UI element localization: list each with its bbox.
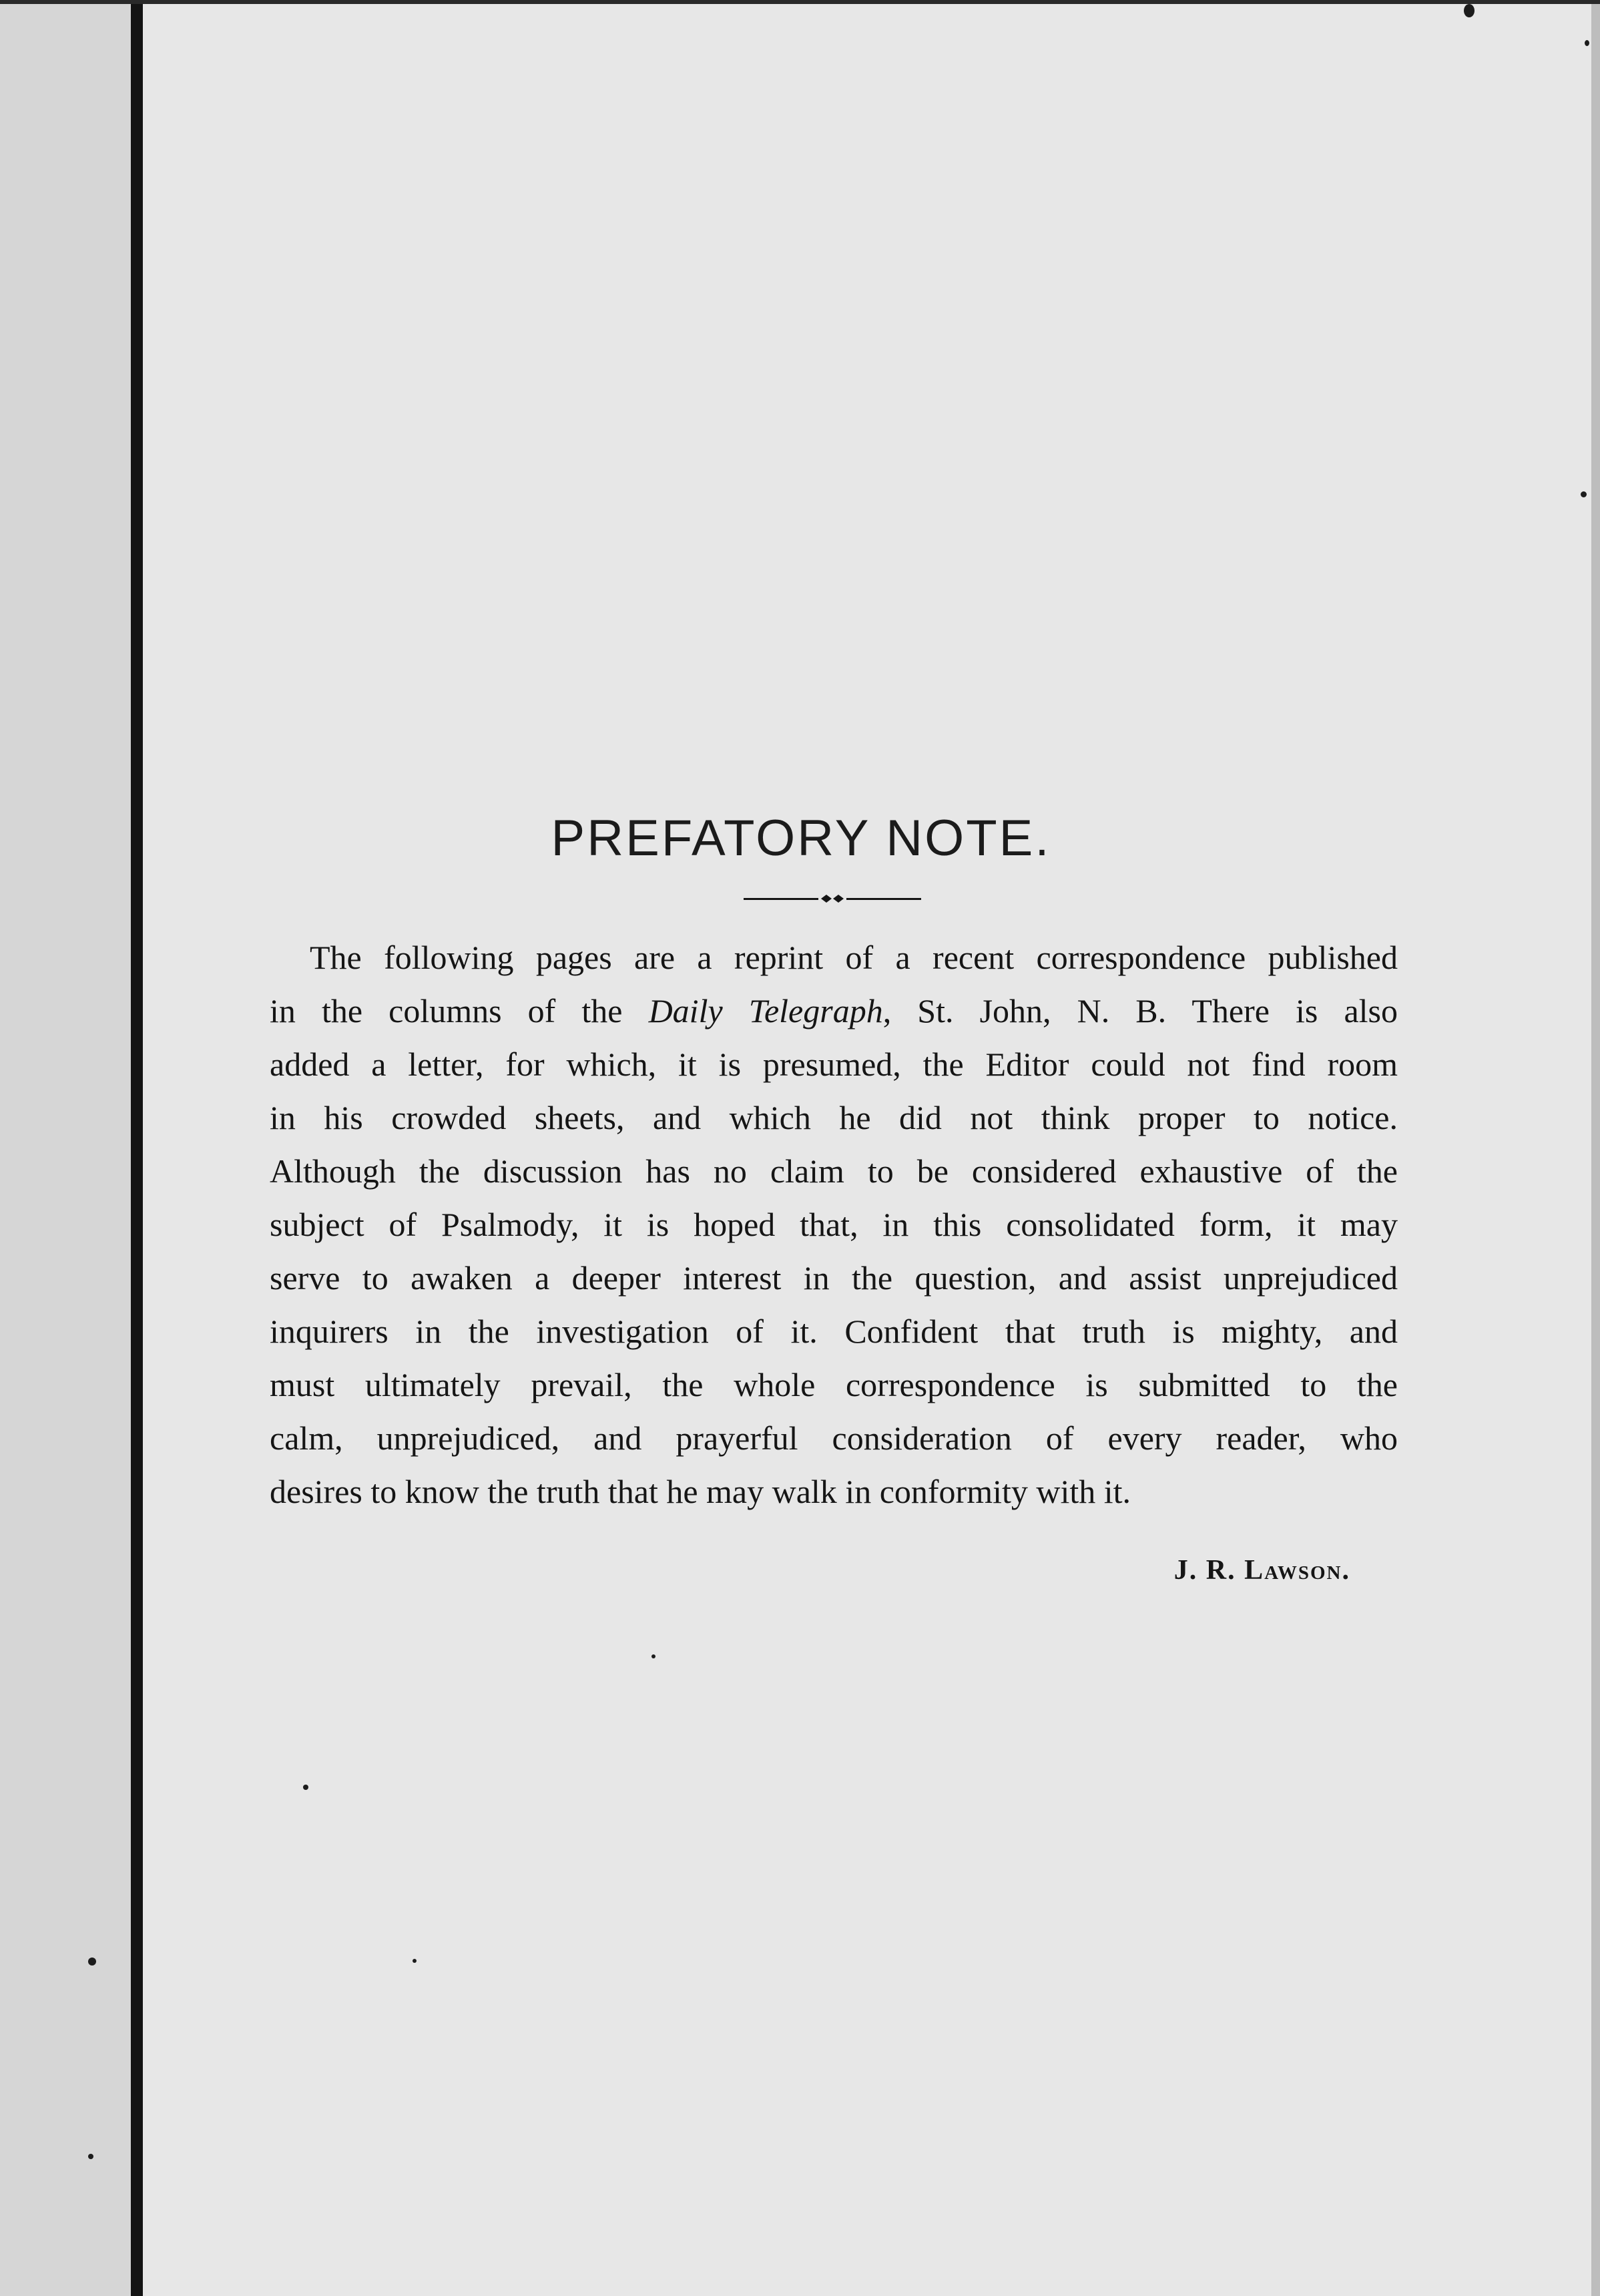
- page-top-edge: [0, 0, 1600, 4]
- paragraph-line: The following pages are a reprint of a recent correspondence published: [310, 939, 1398, 976]
- newspaper-name: Daily Telegraph: [648, 992, 883, 1029]
- ink-speck: [1464, 4, 1475, 17]
- page-title: PREFATORY NOTE.: [551, 810, 1051, 867]
- paragraph-line: subject of Psalmody, it is hoped that, in this consolidated form, it may: [270, 1206, 1398, 1243]
- prefatory-paragraph: [270, 931, 1398, 1518]
- ink-speck: [1581, 491, 1587, 497]
- paragraph-line: in the columns of the Daily Telegraph, St. John, N. B. There is also: [270, 992, 1398, 1029]
- paragraph-line: calm, unprejudiced, and prayerful consideration of every reader, who: [270, 1419, 1398, 1457]
- ink-speck: [1585, 40, 1589, 46]
- title-rule-ornament: [744, 892, 921, 905]
- paragraph-line: Although the discussion has no claim to be considered exhaustive of the: [270, 1152, 1398, 1190]
- page-right-edge: [1591, 0, 1600, 2296]
- paragraph-line: must ultimately prevail, the whole correspondence is submitted to the: [270, 1366, 1398, 1403]
- ink-speck: [651, 1654, 655, 1658]
- ink-speck: [88, 2154, 93, 2159]
- ink-speck: [303, 1785, 308, 1790]
- author-signature: J. R. Lawson.: [1173, 1555, 1350, 1586]
- binding-edge: [131, 0, 143, 2296]
- paragraph-line: inquirers in the investigation of it. Confident that truth is mighty, and: [270, 1313, 1398, 1350]
- ink-speck: [88, 1958, 96, 1966]
- paragraph-line: in his crowded sheets, and which he did not think proper to notice.: [270, 1099, 1398, 1136]
- facing-page-margin: [0, 0, 131, 2296]
- paragraph-line: added a letter, for which, it is presumed, the Editor could not find room: [270, 1046, 1398, 1083]
- paragraph-line: desires to know the truth that he may walk in conformity with it.: [270, 1473, 1131, 1510]
- paragraph-line: serve to awaken a deeper interest in the question, and assist unprejudiced: [270, 1259, 1398, 1297]
- ink-speck: [413, 1959, 417, 1963]
